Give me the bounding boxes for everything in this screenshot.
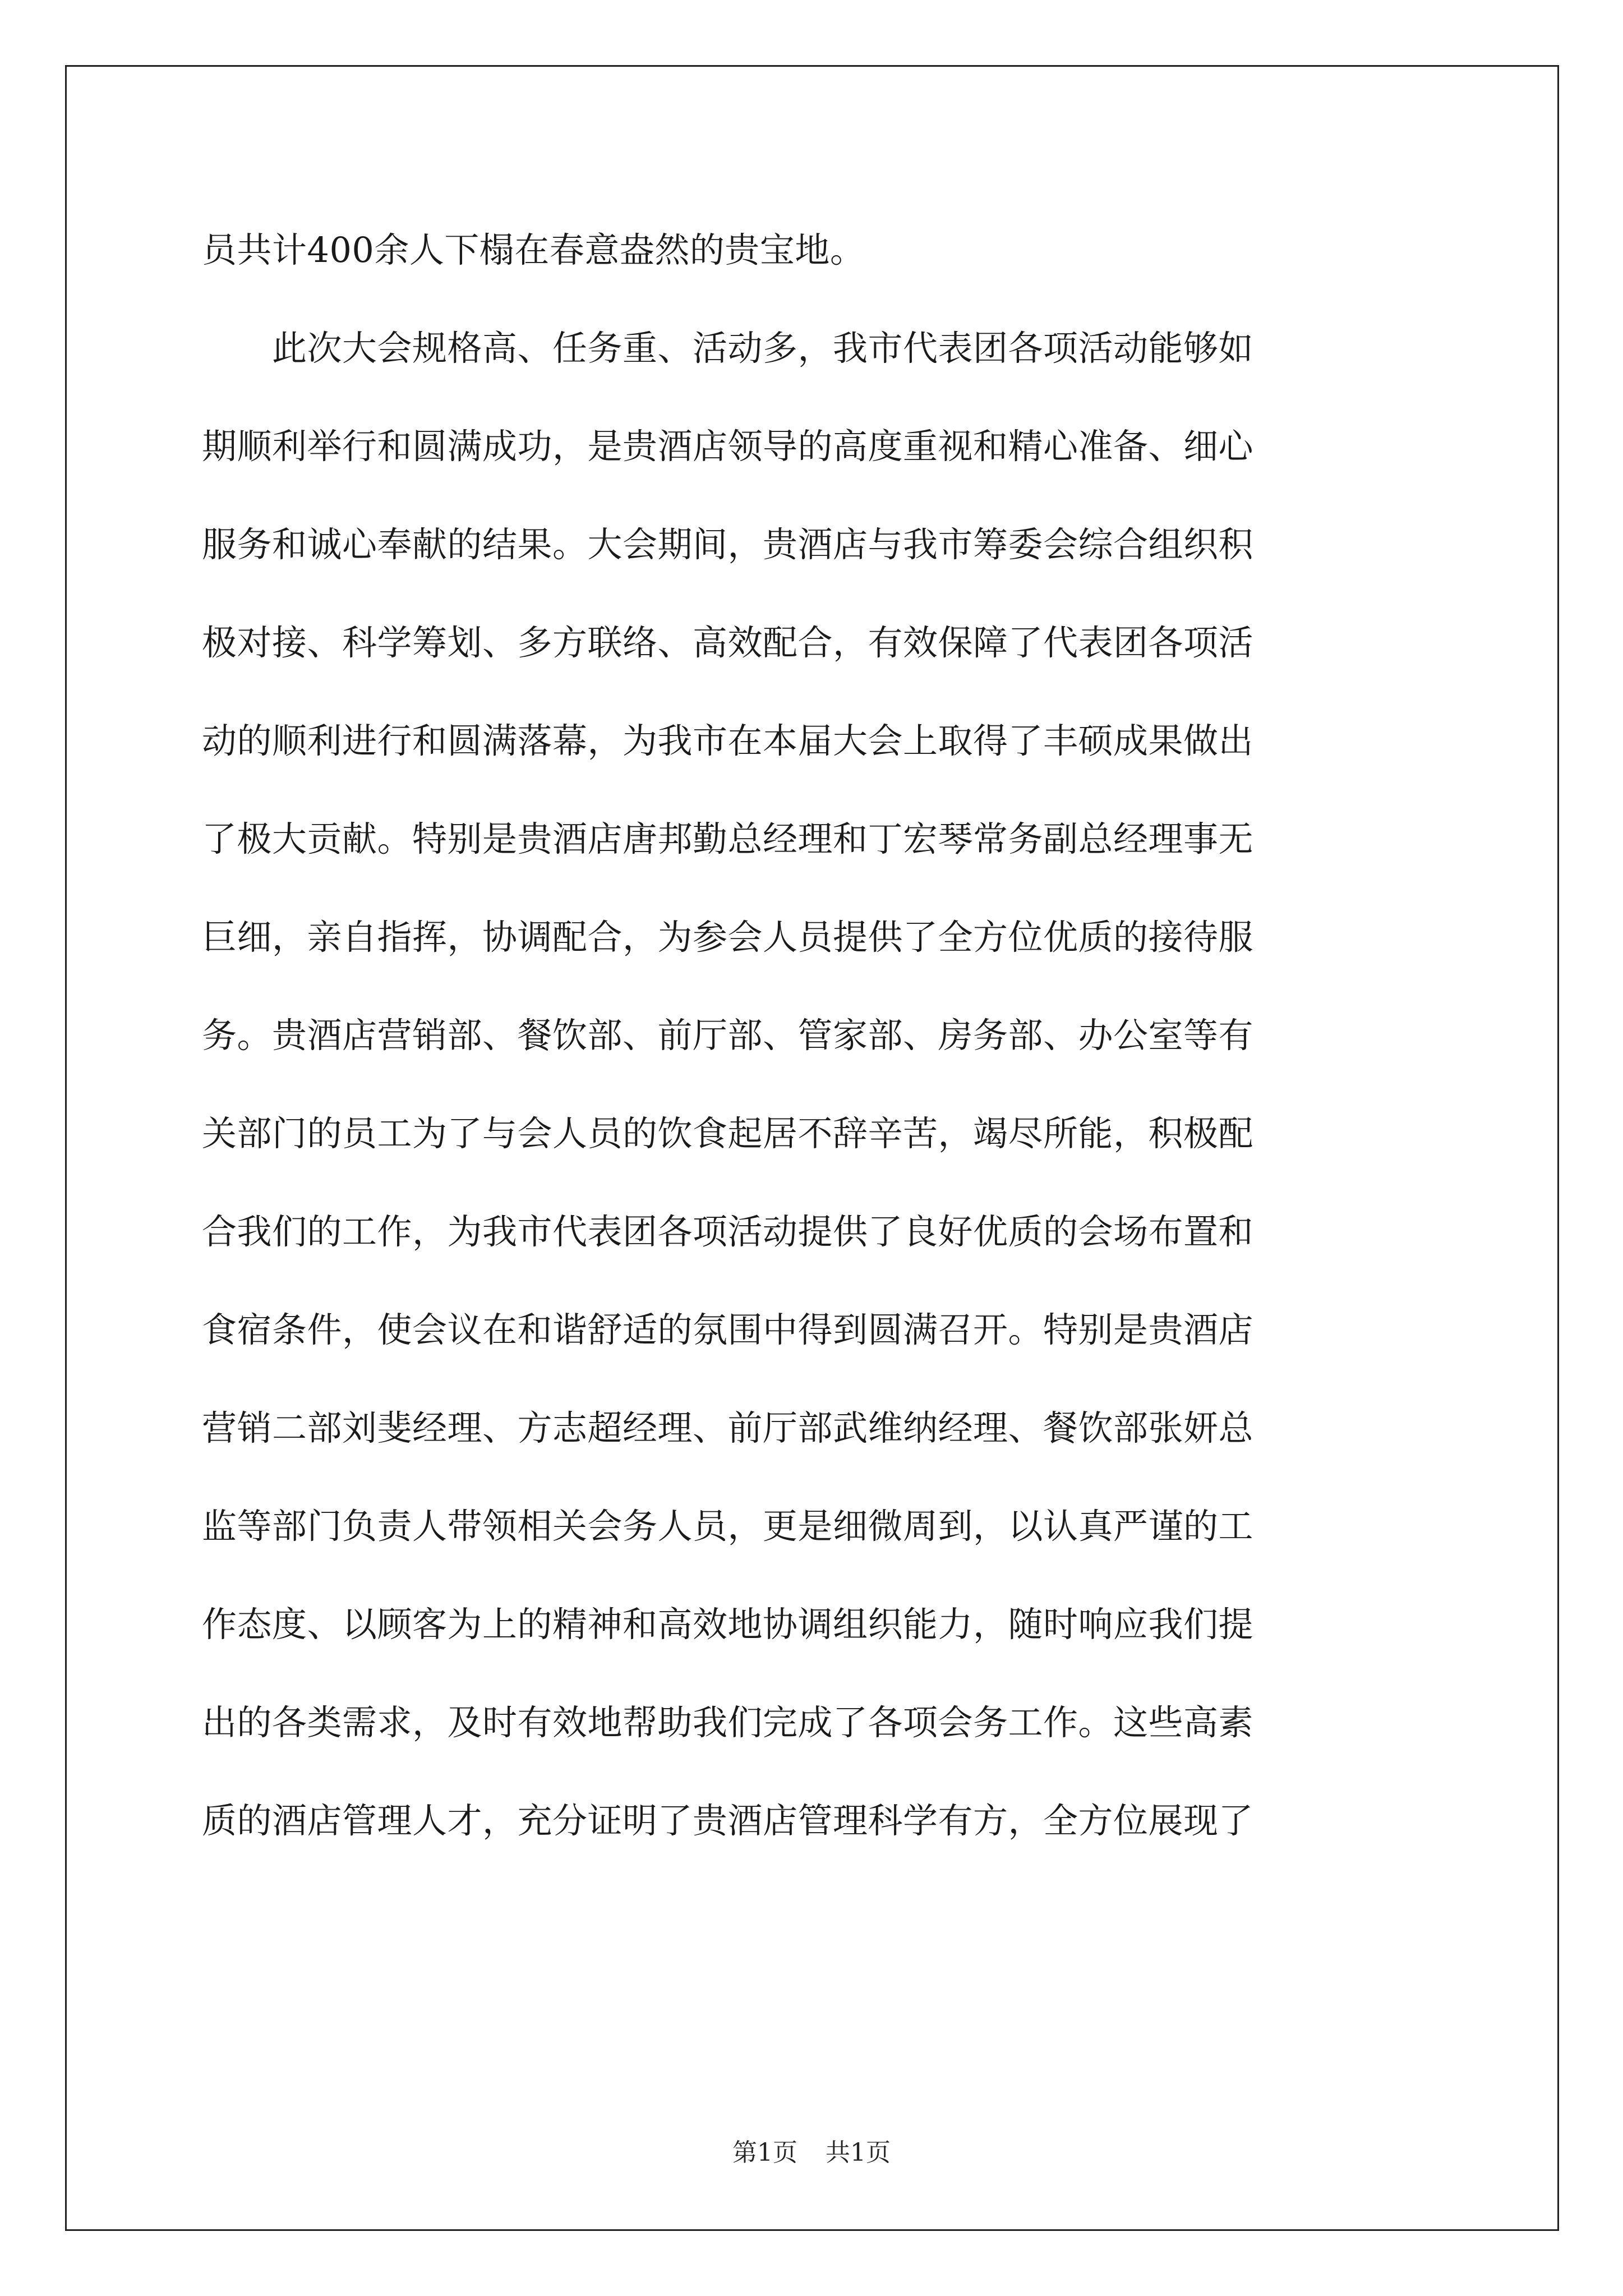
text-line: 合我们的工作，为我市代表团各项活动提供了良好优质的会场布置和 (202, 1211, 1254, 1252)
page-number-current: 第1页 (732, 2138, 797, 2167)
text-line: 此次大会规格高、任务重、活动多，我市代表团各项活动能够如 (202, 328, 1254, 369)
text-line: 服务和诚心奉献的结果。大会期间，贵酒店与我市筹委会综合组织积 (202, 524, 1254, 565)
text-line: 巨细，亲自指挥，协调配合，为参会人员提供了全方位优质的接待服 (202, 917, 1254, 958)
document-body (202, 217, 1430, 1885)
text-line: 务。贵酒店营销部、餐饮部、前厅部、管家部、房务部、办公室等有 (202, 1015, 1254, 1056)
text-line: 食宿条件，使会议在和谐舒适的氛围中得到圆满召开。特别是贵酒店 (202, 1309, 1254, 1350)
page-footer (0, 2136, 1623, 2170)
text-line: 动的顺利进行和圆满落幕，为我市在本届大会上取得了丰硕成果做出 (202, 720, 1254, 761)
page-number-total: 共1页 (826, 2138, 891, 2167)
text-line: 营销二部刘斐经理、方志超经理、前厅部武维纳经理、餐饮部张妍总 (202, 1407, 1254, 1448)
text-line: 出的各类需求，及时有效地帮助我们完成了各项会务工作。这些高素 (202, 1702, 1254, 1743)
text-line: 质的酒店管理人才，充分证明了贵酒店管理科学有方，全方位展现了 (202, 1800, 1254, 1841)
text-line: 期顺利举行和圆满成功，是贵酒店领导的高度重视和精心准备、细心 (202, 426, 1254, 467)
text-line: 极对接、科学筹划、多方联络、高效配合，有效保障了代表团各项活 (202, 622, 1254, 663)
text-line: 监等部门负责人带领相关会务人员，更是细微周到，以认真严谨的工 (202, 1506, 1254, 1547)
text-line: 了极大贡献。特别是贵酒店唐邦勤总经理和丁宏琴常务副总经理事无 (202, 818, 1254, 859)
text-line: 员共计400余人下榻在春意盎然的贵宝地。 (202, 229, 865, 270)
text-line: 关部门的员工为了与会人员的饮食起居不辞辛苦，竭尽所能，积极配 (202, 1113, 1254, 1154)
text-line: 作态度、以顾客为上的精神和高效地协调组织能力，随时响应我们提 (202, 1604, 1254, 1645)
